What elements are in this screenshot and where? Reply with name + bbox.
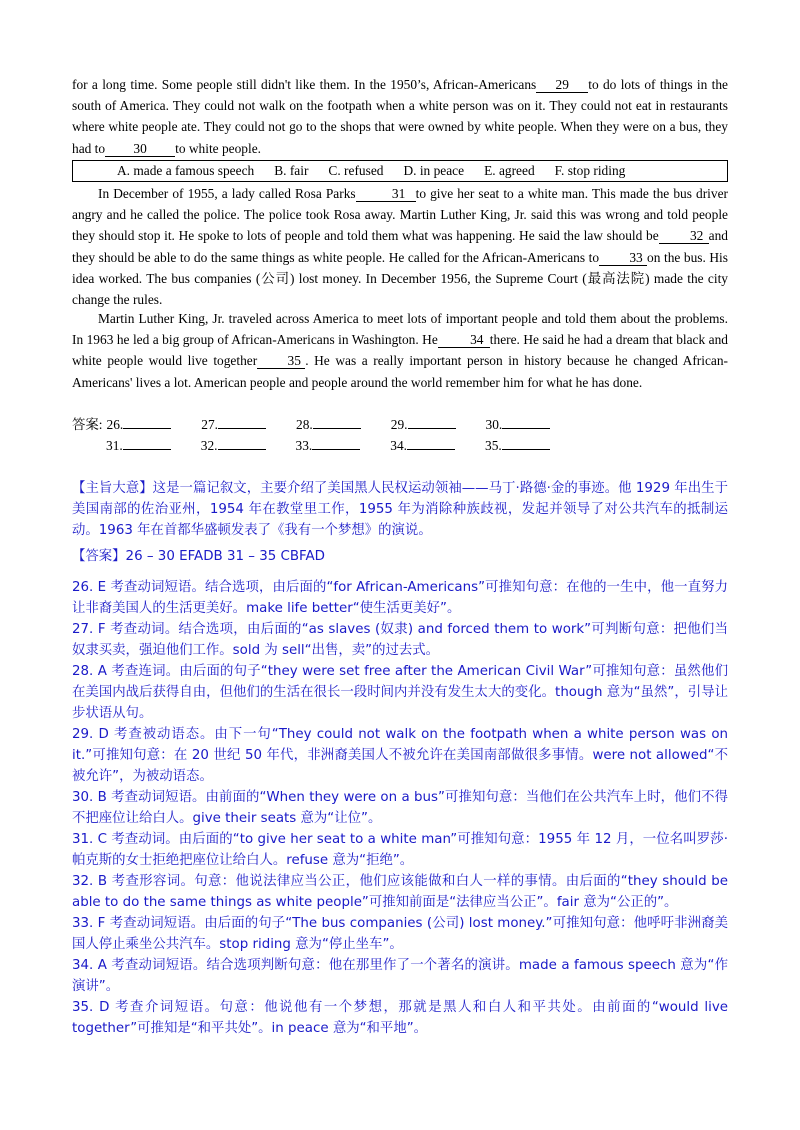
explanation-35: 35. D 考查介词短语。句意：他说他有一个梦想，那就是黑人和白人和平共处。由前面的“would live together”可推知是“和平共处”。in peace 意为“和平地”。 bbox=[72, 1000, 728, 1036]
explanation-27: 27. F 考查动词。结合选项，由后面的“as slaves (奴隶) and forced them to work”可判断句意：把他们当奴隶买卖，强迫他们工作。sold 为 sell“出售，卖”的过去式。 bbox=[72, 622, 728, 658]
answer-prefix: 答案: bbox=[72, 417, 103, 432]
option-b: B. fair bbox=[274, 163, 309, 178]
analysis-explanations bbox=[72, 577, 728, 1039]
answer-slot-32[interactable]: 32. bbox=[201, 435, 266, 456]
passage-paragraph-3: Martin Luther King, Jr. traveled across America to meet lots of important people and told them about the problems. In 1963 he led a big group of African-Americans in Washington. He 34 there. He said he had a dream that black and white people would live together 35 . He was a really important person in history because he changed African-Americans' lives a lot. American people and people around the world remember him for what he has done. bbox=[72, 311, 729, 390]
answer-slot-31[interactable]: 31. bbox=[106, 435, 171, 456]
analysis-answer-key: 【答案】26 – 30 EFADB 31 – 35 CBFAD bbox=[72, 549, 325, 564]
option-a: A. made a famous speech bbox=[117, 163, 255, 178]
option-d: D. in peace bbox=[403, 163, 465, 178]
answer-slot-33[interactable]: 33. bbox=[296, 435, 361, 456]
answer-slot-27[interactable]: 27. bbox=[201, 414, 266, 435]
answer-row-2 bbox=[72, 435, 580, 456]
explanation-32: 32. B 考查形容词。句意：他说法律应当公正，他们应该能做和白人一样的事情。由后面的“they should be able to do the same things as white people”可推知前面是“法律应当公正”。fair 意为“公正的”。 bbox=[72, 874, 728, 910]
answer-slot-28[interactable]: 28. bbox=[296, 414, 361, 435]
blank-34[interactable]: 34 bbox=[438, 333, 490, 348]
passage-paragraph-1 bbox=[72, 74, 728, 159]
options-box bbox=[72, 160, 728, 182]
analysis-summary: 【主旨大意】这是一篇记叙文，主要介绍了美国黑人民权运动领袖——马丁·路德·金的事迹。他 1929 年出生于美国南部的佐治亚州，1954 年在教堂里工作，1955 年为消除种族歧视，发起并领导了对公共汽车的抵制运动。1963 年在首都华盛顿发表了《我有一个梦想》的演说。 bbox=[72, 481, 728, 538]
passage-text: to do lots of things in the south of America. They could not walk on the footpath when a white person was on it. They could not eat in restaurants where white people ate. They could not go to the shops that were owned by white people. When they were on a bus, they had to bbox=[72, 77, 728, 156]
explanation-33: 33. F 考查动词短语。由后面的句子“The bus companies (公司) lost money.”可推知句意：他呼吁非洲裔美国人停止乘坐公共汽车。stop riding 意为“停止坐车”。 bbox=[72, 916, 728, 952]
option-f: F. stop riding bbox=[554, 163, 626, 178]
blank-31[interactable]: 31 bbox=[356, 187, 416, 202]
answer-row-1 bbox=[72, 414, 580, 435]
answer-slot-29[interactable]: 29. bbox=[391, 414, 456, 435]
explanation-29: 29. D 考查被动语态。由下一句“They could not walk on the footpath when a white person was on it.”可推知句意：在 20 世纪 50 年代，非洲裔美国人不被允许在美国南部做很多事情。were not allowed“不被允许”，为被动语态。 bbox=[72, 727, 728, 784]
answer-slot-35[interactable]: 35. bbox=[485, 435, 550, 456]
blank-29[interactable]: 29 bbox=[536, 78, 588, 93]
blank-35[interactable]: 35 bbox=[257, 354, 305, 369]
explanation-31: 31. C 考查动词。由后面的“to give her seat to a white man”可推知句意：1955 年 12 月，一位名叫罗莎·帕克斯的女士拒绝把座位让给白人。refuse 意为“拒绝”。 bbox=[72, 832, 728, 868]
option-c: C. refused bbox=[328, 163, 384, 178]
answer-slot-26[interactable]: 26. bbox=[107, 414, 172, 435]
answer-slot-30[interactable]: 30. bbox=[486, 414, 551, 435]
blank-30[interactable]: 30 bbox=[105, 142, 175, 157]
answer-sheet bbox=[72, 414, 580, 456]
passage-text: to white people. bbox=[175, 140, 262, 156]
passage-paragraph-2: In December of 1955, a lady called Rosa Parks 31 to give her seat to a white man. This made the bus driver angry and he called the police. The police took Rosa away. Martin Luther King, Jr. said this was wrong and told people they should stop it. He spoke to lots of people and told them what was happening. He said the law should be 32 and they should be able to do the same things as white people. He called for the African-Americans to 33 on the bus. His idea worked. The bus companies (公司) lost money. In December 1956, the Supreme Court (最高法院) made the city change the rules. bbox=[72, 186, 728, 308]
explanation-28: 28. A 考查连词。由后面的句子“they were set free after the American Civil War”可推知句意：虽然他们在美国内战后获得自由，但他们的生活在很长一段时间内并没有发生太大的变化。though 意为“虽然”，引导让步状语从句。 bbox=[72, 664, 728, 721]
passage-text: for a long time. Some people still didn't like them. In the 1950’s, African-Americans bbox=[72, 77, 537, 92]
blank-32[interactable]: 32 bbox=[659, 229, 709, 244]
explanation-34: 34. A 考查动词短语。结合选项判断句意：他在那里作了一个著名的演讲。made a famous speech 意为“作演讲”。 bbox=[72, 958, 728, 994]
blank-33[interactable]: 33 bbox=[599, 251, 647, 266]
explanation-30: 30. B 考查动词短语。由前面的“When they were on a bus”可推知句意：当他们在公共汽车上时，他们不得不把座位让给白人。give their seats 意为“让位”。 bbox=[72, 790, 728, 826]
explanation-26: 26. E 考查动词短语。结合选项，由后面的“for African-Americans”可推知句意：在他的一生中，他一直努力让非裔美国人的生活更美好。make life better“使生活更美好”。 bbox=[72, 580, 728, 616]
option-e: E. agreed bbox=[484, 163, 535, 178]
answer-slot-34[interactable]: 34. bbox=[390, 435, 455, 456]
